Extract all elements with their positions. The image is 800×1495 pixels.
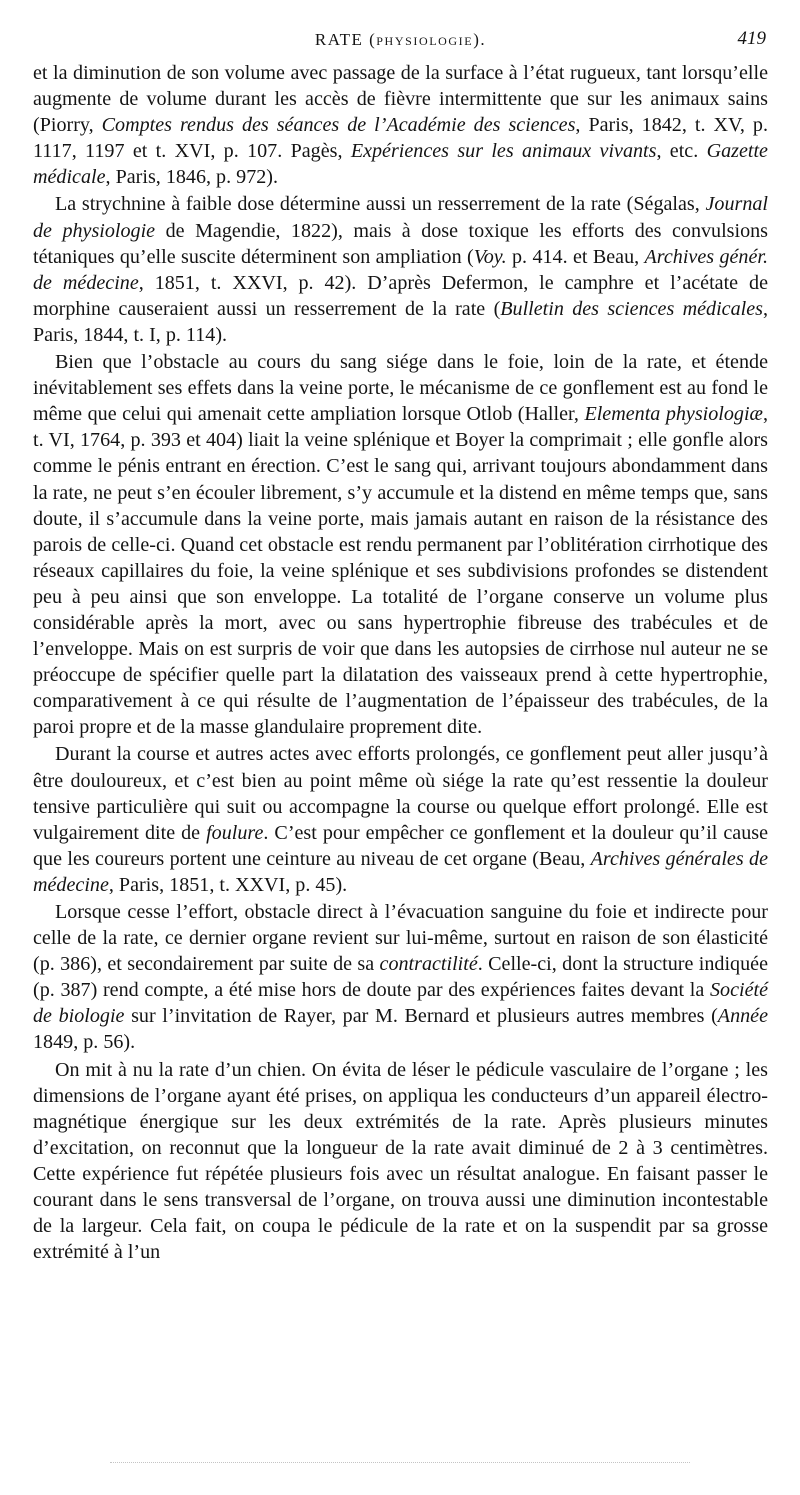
italic-citation: Société de biologie [33,979,768,1028]
text-run: de Magendie, 1822), mais à dose toxique les efforts des convulsions tétaniques qu’elle suscite déterminent son ampliation ( [33,219,768,268]
italic-citation: Comptes rendus des séances de l’Académie des sciences [101,114,576,137]
document-page [33,26,768,1265]
running-title-end: ). [473,30,487,49]
paragraph [33,60,768,190]
running-title-subject: PHYSIOLOGIE [376,34,474,48]
running-title [33,30,768,50]
italic-citation: Archives générales de médecine [33,847,768,896]
body-text [33,60,768,1265]
text-run: . C’est pour empêcher ce gonflement et la douleur qu’il cause que les coureurs portent une ceinture au niveau de cet organe (Beau, [33,821,768,870]
text-run: La strychnine à faible dose détermine aussi un resserrement de la rate (Ségalas, [55,193,706,216]
page-number: 419 [737,28,766,49]
text-run: , Paris, 1844, t. I, p. 114). [33,297,768,346]
paragraph [33,191,768,348]
italic-citation: Voy. [473,245,507,268]
text-run: 1849, p. 56). [33,1031,136,1054]
text-run: Durant la course et autres actes avec efforts prolongés, ce gonflement peut aller jusqu’à être douloureux, et c’est bien au point même où siége la rate qu’est ressentie la douleur tensive particulière qui suit ou accompagne la course ou quelque effort prolongé. Elle est vulgairement dite de [33,743,768,844]
text-run: Bien que l’obstacle au cours du sang siége dans le foie, loin de la rate, et étende inévitablement ses effets dans la veine porte, le mécanisme de ce gonflement est au fond le même que celui qui amenait cette ampliation lorsque Otlob (Haller, [33,351,768,426]
italic-citation: Archives génér. de médecine [33,245,769,294]
text-run: p. 414. et Beau, [506,245,645,268]
running-header [33,26,768,60]
italic-citation: Année [717,1005,769,1028]
text-run: , Paris, 1842, t. XV, p. 1117, 1197 et t. XVI, p. 107. Pagès, [33,114,769,163]
text-run: , Paris, 1851, t. XXVI, p. 45). [108,873,348,896]
italic-citation: contractilité [379,953,478,976]
text-run: sur l’invitation de Rayer, par M. Bernard et plusieurs autres membres ( [124,1005,718,1028]
text-run: , etc. [656,140,707,163]
text-run: , Paris, 1846, p. 972). [105,166,278,189]
running-title-main: RATE ( [314,30,377,49]
italic-citation: Journal de physiologie [33,193,768,242]
paragraph [33,741,768,898]
paragraph [33,1057,768,1266]
page-bottom-rule [110,1462,690,1463]
italic-citation: Expériences sur les animaux vivants [350,140,657,163]
text-run: . Celle-ci, dont la structure indiquée (p. 387) rend compte, a été mise hors de doute par des expériences faites devant la [33,953,768,1002]
paragraph [33,349,768,740]
paragraph [33,899,768,1056]
text-run: , t. VI, 1764, p. 393 et 404) liait la veine splénique et Boyer la comprimait ; elle gonfle alors comme le pénis entrant en érection. C’est le sang qui, arrivant toujours abondamment dans la rate, ne peut s’en écouler librement, s’y accumule et la distend en même temps que, sans doute, il s’accumule dans la veine porte, mais jamais autant en raison de la résistance des parois de celle-ci. Quand cet obstacle est rendu permanent par l’oblitération cirrhotique des réseaux capillaires du foie, la veine splénique et ses subdivisions profondes se distendent peu à peu ainsi que son enveloppe. La totalité de l’organe conserve un volume plus considérable après la mort, avec ou sans hypertrophie fibreuse des trabécules et de l’enveloppe. Mais on est surpris de voir que dans les autopsies de cirrhose nul auteur ne se préoccupe de spécifier quelle part la dilatation des vaisseaux prend à cette hypertrophie, comparativement à ce qui résulte de l’augmentation de l’épaisseur des trabécules, de la paroi propre et de la masse glandulaire proprement dite. [33,403,768,739]
italic-citation: Gazette médicale [33,140,768,189]
italic-citation: foulure [206,821,264,844]
text-run: On mit à nu la rate d’un chien. On évita de léser le pédicule vasculaire de l’organe ; les dimensions de l’organe ayant été prises, on appliqua les conducteurs d’un appareil électro-magnétique énergique sur les deux extrémités de la rate. Après plusieurs minutes d’excitation, on reconnut que la longueur de la rate avait diminué de 2 à 3 centimètres. Cette expérience fut répétée plusieurs fois avec un résultat analogue. En faisant passer le courant dans le sens transversal de l’organe, on trouva aussi une diminution incontestable de la largeur. Cela fait, on coupa le pédicule de la rate et on la suspendit par sa grosse extrémité à l’un [33,1058,768,1264]
text-run: et la diminution de son volume avec passage de la surface à l’état rugueux, tant lorsqu’elle augmente de volume durant les accès de fièvre intermittente que sur les animaux sains (Piorry, [33,62,768,137]
text-run: , 1851, t. XXVI, p. 42). D’après Defermon, le camphre et l’acétate de morphine causeraient aussi un resserrement de la rate ( [33,271,768,320]
text-run: Lorsque cesse l’effort, obstacle direct à l’évacuation sanguine du foie et indirecte pour celle de la rate, ce dernier organe revient sur lui-même, surtout en raison de son élasticité (p. 386), et secondairement par suite de sa [33,901,768,976]
italic-citation: Bulletin des sciences médicales [500,297,763,320]
italic-citation: Elementa physiologiæ [584,403,763,426]
